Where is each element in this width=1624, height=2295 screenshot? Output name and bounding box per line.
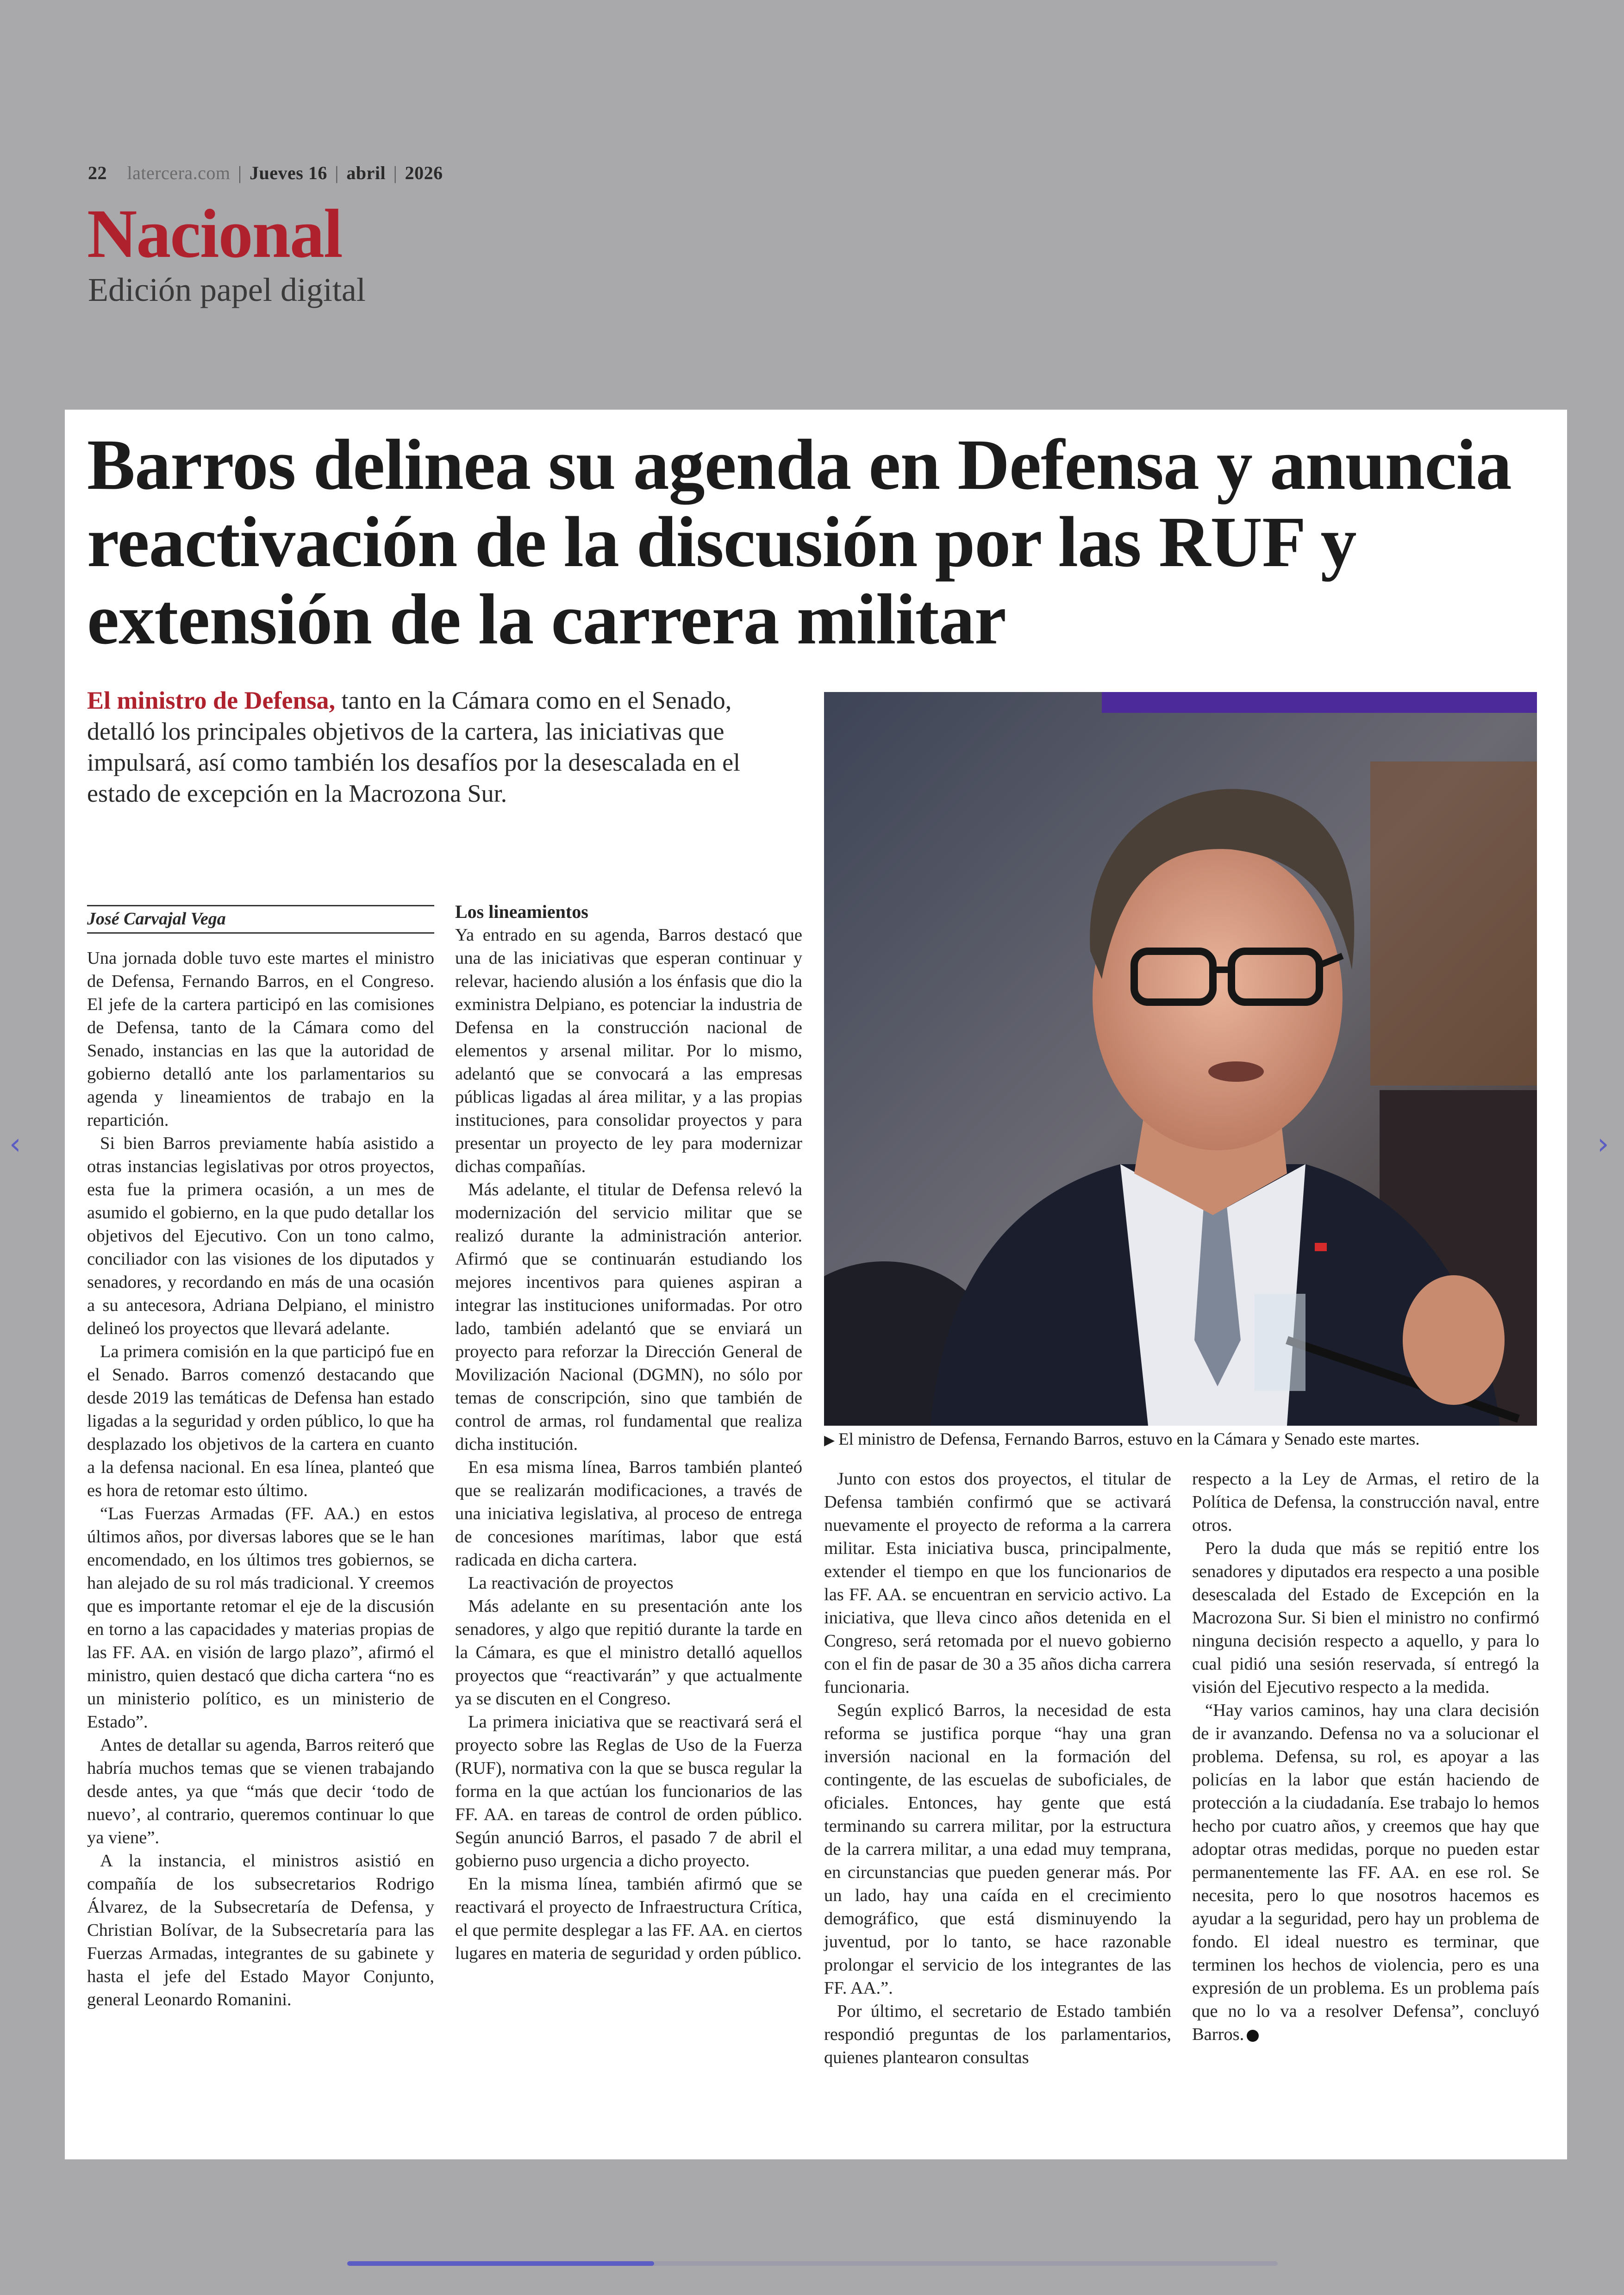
paragraph: Una jornada doble tuvo este martes el ministro de Defensa, Fernando Barros, en el Congreso. El jefe de la cartera participó en las comisiones de Defensa, tanto de la Cámara como del Senado, instancias en las que la autoridad de gobierno detalló ante los parlamentarios su agenda y lineamientos de trabajo en la repartición. (87, 948, 434, 1130)
edition-subtitle: Edición papel digital (88, 271, 366, 308)
date-year: 2026 (405, 162, 443, 183)
paragraph: La primera iniciativa que se reactivará será el proyecto sobre las Reglas de Uso de la Fuerza (RUF), normativa con la que se busca regular la forma en la que actúan los funcionarios de las FF. AA. en tareas de control de orden público. Según anunció Barros, el pasado 7 de abril el gobierno puso urgencia a dicho proyecto. (455, 1712, 802, 1871)
page-number: 22 (88, 162, 107, 183)
paragraph: Más adelante, el titular de Defensa relevó la modernización del servicio militar que se realizó durante la administración anterior. Afirmó que se continuarán estudiando los mejores incentivos para quienes aspiran a integrar las instituciones uniformadas. Por otro lado, también adelantó que se enviará un proyecto para reforzar la Dirección General de Movilización Nacional (DGMN), no sólo por temas de conscripción, sino que también de control de armas, rol fundamental que realiza dicha institución. (455, 1180, 802, 1454)
paragraph: Más adelante en su presentación ante los senadores, y algo que repitió durante la tarde en la Cámara, es que el ministro detalló aquellos proyectos que “reactivarán” y que actualmente ya se discuten en el Congreso. (455, 1597, 802, 1709)
caption-text: El ministro de Defensa, Fernando Barros, estuvo en la Cámara y Senado este martes. (838, 1430, 1420, 1449)
paragraph (1192, 1699, 1539, 2046)
end-of-article-icon (1247, 2030, 1259, 2042)
section-title: Nacional (87, 195, 342, 272)
previous-page-button[interactable]: ‹ (9, 1127, 21, 1161)
paragraph: respecto a la Ley de Armas, el retiro de la Política de Defensa, la construcción naval, entre otros. (1192, 1469, 1539, 1535)
text-column-4 (1192, 1467, 1539, 2046)
newspaper-page (65, 410, 1567, 2159)
lead-text: tanto en la Cámara como en el Senado, detalló los principales objetivos de la cartera, las iniciativas que impulsará, así como también los desafíos por la desescalada en el estado de excepción en la Macrozona Sur. (87, 686, 741, 807)
paragraph: “Las Fuerzas Armadas (FF. AA.) en estos últimos años, por diversas labores que se le han encomendado, en los últimos tres gobiernos, se han alejado de su rol más tradicional. Y creemos que es importante retomar el eje de la discusión en torno a las capacidades y materias propias de las FF. AA. en visión de largo plazo”, afirmó el ministro, quien destacó que dicha cartera “no es un ministerio político, es un ministerio de Estado”. (87, 1504, 434, 1732)
paragraph: Antes de detallar su agenda, Barros reiteró que habría muchos temas que se vienen trabajando desde antes, ya que “más que decir ‘todo de nuevo’, al contrario, queremos continuar lo que ya viene”. (87, 1735, 434, 1847)
subheading: La reactivación de proyectos (468, 1573, 674, 1593)
paragraph: Ya entrado en su agenda, Barros destacó que una de las iniciativas que esperan continuar y relevar, haciendo alusión a los énfasis que dio la exministra Delpiano, es potenciar la industria de Defensa en la construcción nacional de elementos y arsenal militar. Por lo mismo, adelantó que se convocará a las empresas públicas ligadas al área militar, y a las propias instituciones, para consolidar proyectos y para presentar un proyecto de ley para modernizar dichas compañías. (455, 925, 802, 1176)
paragraph: La primera comisión en la que participó fue en el Senado. Barros comenzó destacando que desde 2019 las temáticas de Defensa han estado ligadas a la seguridad y orden público, lo que ha desplazado los objetivos de la cartera en cuanto a la defensa nacional. En esa línea, planteó que es hora de retomar esto último. (87, 1342, 434, 1500)
paragraph: Junto con estos dos proyectos, el titular de Defensa también confirmó que se activará nuevamente el proyecto de reforma a la carrera militar. Esta iniciativa busca, principalmente, extender el tiempo en que los funcionarios de las FF. AA. se encuentran en servicio activo. La iniciativa, que lleva cinco años detenida en el Congreso, será retomada por el nuevo gobierno con el fin de pasar de 30 a 35 años dicha carrera funcionaria. (824, 1469, 1171, 1697)
date-month: abril (346, 162, 386, 183)
page-scrollbar[interactable] (347, 2261, 1278, 2266)
text-column-2 (455, 900, 802, 1965)
closing-quote: “Hay varios caminos, hay una clara decisión de ir avanzando. Defensa no va a solucionar el problema. Defensa, su rol, es apoyar a las policías en la labor que están haciendo de protección a la ciudadanía. Ese trabajo lo hemos hecho por cuatro años, y creemos que hay que adoptar otras medidas, porque no pueden estar permanentemente las FF. AA. en ese rol. Se necesita, pero lo que nosotros hacemos es ayudar a la seguridad, pero hay un problema de fondo. El ideal nuestro es terminar, que terminen los hechos de violencia, pero es una expresión de un problema. Es un problema país que no lo va a resolver Defensa”, concluyó Barros. (1192, 1701, 1539, 2044)
minister-photo (824, 692, 1537, 1426)
paragraph: En esa misma línea, Barros también planteó que se realizarán modificaciones, a través de una iniciativa legislativa, al proceso de entrega de concesiones marítimas, labor que está radicada en dicha cartera. (455, 1458, 802, 1570)
paragraph: Por último, el secretario de Estado también respondió preguntas de los parlamentarios, quienes plantearon consultas (824, 2002, 1171, 2067)
site-name: latercera.com (127, 162, 231, 183)
byline: José Carvajal Vega (87, 905, 434, 934)
scrollbar-thumb[interactable] (347, 2261, 654, 2266)
date-weekday: Jueves 16 (250, 162, 327, 183)
page-meta: 22 latercera.com | Jueves 16 | abril | 2026 (88, 162, 443, 183)
paragraph: A la instancia, el ministros asistió en compañía de los subsecretarios Rodrigo Álvarez, de la Subsecretaría de Defensa, y Christian Bolívar, de la Subsecretaría para las Fuerzas Armadas, integrantes de su gabinete y hasta el jefe del Estado Mayor Conjunto, general Leonardo Romanini. (87, 1851, 434, 2009)
paragraph: Pero la duda que más se repitió entre los senadores y diputados era respecto a una posible desescalada del Estado de Excepción en la Macrozona Sur. Si bien el ministro no confirmó ninguna decisión respecto a aquello, y para lo cual pidió una sesión reservada, sí entregó la visión del Ejecutivo respecto a la medida. (1192, 1539, 1539, 1697)
paragraph: Si bien Barros previamente había asistido a otras instancias legislativas por otros proyectos, esta fue la primera ocasión, a un mes de asumido el gobierno, en la que pudo detallar los objetivos del Ejecutivo. Con un tono calmo, conciliador con las visiones de los diputados y senadores, y recordando en más de una ocasión a su antecesora, Adriana Delpiano, el ministro delineó los proyectos que llevará adelante. (87, 1134, 434, 1338)
photo-caption (824, 1429, 1546, 1451)
text-column-3 (824, 1467, 1171, 2069)
lead-highlight: El ministro de Defensa, (87, 686, 335, 714)
caption-triangle-icon: ▶ (824, 1433, 835, 1448)
section-heading: Los lineamientos (455, 901, 588, 922)
article-headline: Barros delinea su agenda en Defensa y anuncia reactivación de la discusión por las RUF y extensión de la carrera militar (87, 424, 1512, 659)
next-page-button[interactable]: › (1597, 1127, 1609, 1161)
paragraph: En la misma línea, también afirmó que se reactivará el proyecto de Infraestructura Crítica, el que permite desplegar a las FF. AA. en ciertos lugares en materia de seguridad y orden público. (455, 1874, 802, 1963)
paragraph: Según explicó Barros, la necesidad de esta reforma se justifica porque “hay una gran inversión nacional en la formación del contingente, de las escuelas de suboficiales, de oficiales. Entonces, hay gente que está terminando su carrera militar, por la estructura de la carrera militar, a una edad muy temprana, en circunstancias que pueden generar más. Por un lado, hay una caída en el crecimiento demográfico, que está disminuyendo la juventud, por lo tanto, se hace razonable prolongar el servicio de los integrantes de las FF. AA.”. (824, 1701, 1171, 1998)
article-lead (87, 685, 786, 809)
text-column-1 (87, 947, 434, 2011)
article-photo (824, 692, 1537, 1426)
